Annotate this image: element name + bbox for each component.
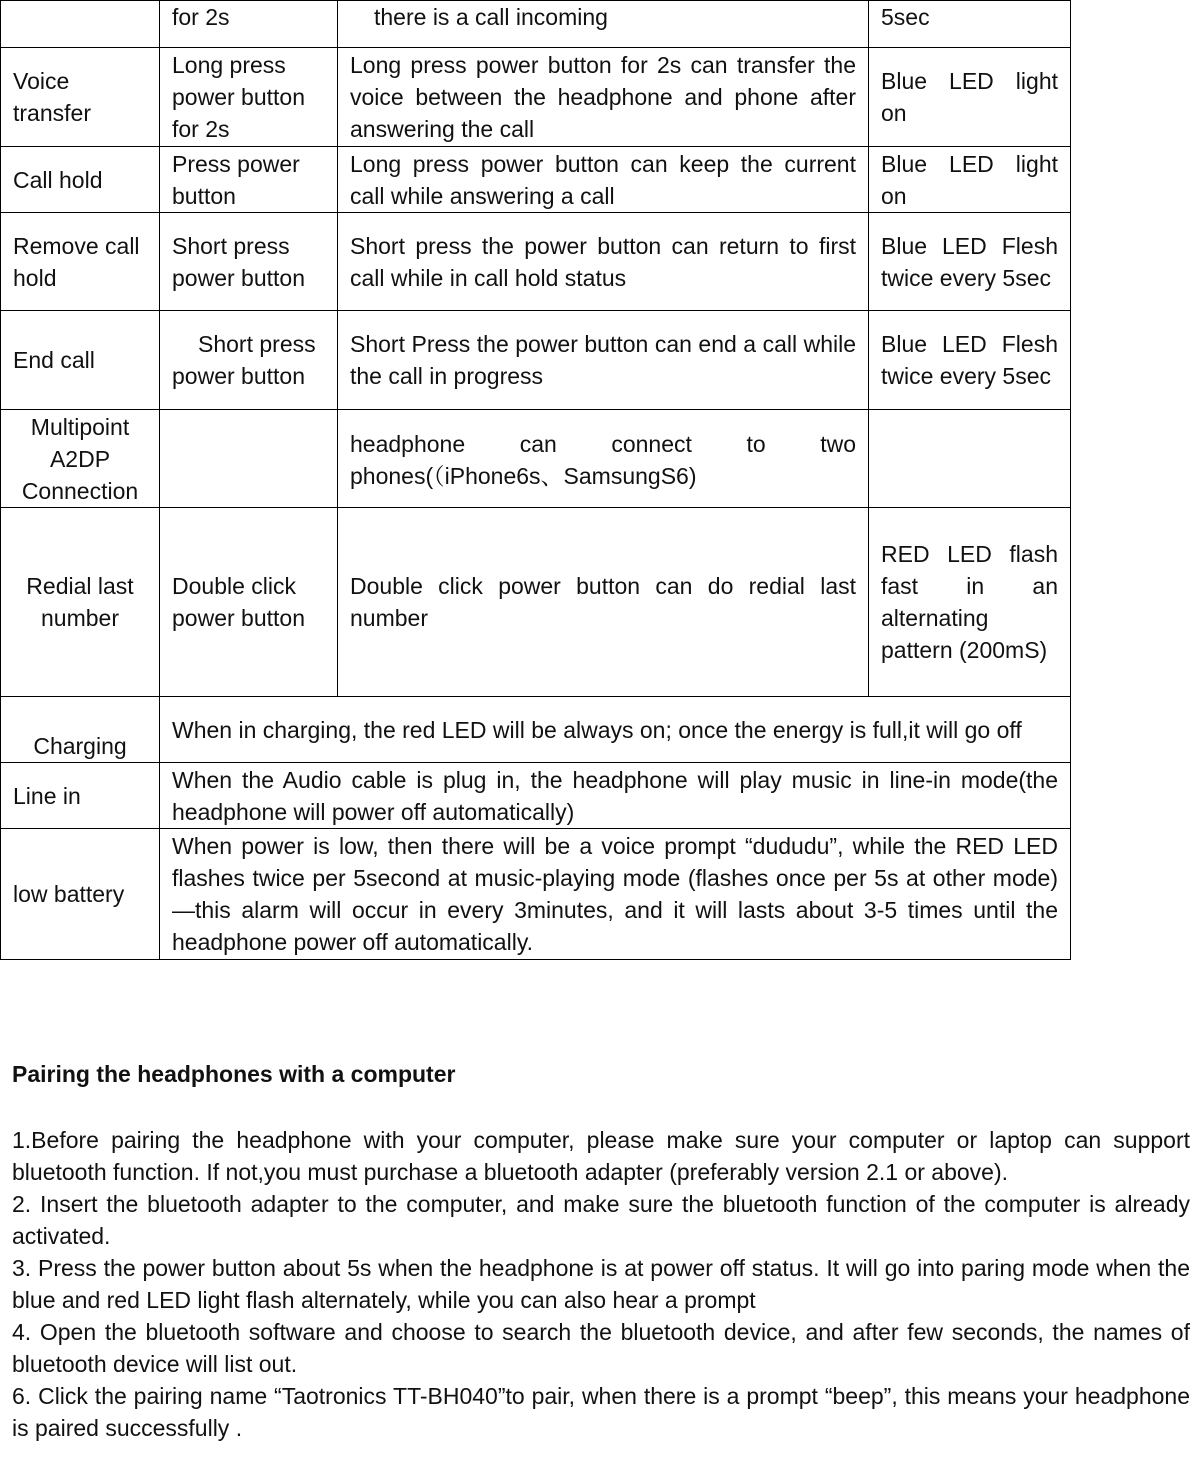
function-cell: Multipoint A2DP Connection [1, 410, 160, 508]
table-row [1, 213, 1071, 311]
operation-cell: Short press power button [160, 213, 338, 311]
function-cell: Line in [1, 763, 160, 829]
description-cell: When power is low, then there will be a voice prompt “dududu”, while the RED LED flashes twice per 5second at music-playing mode (flashes once per 5s at other mode)—this alarm will occur in every 3minutes, and it will lasts about 3-5 times until the headphone power off automatically. [160, 829, 1071, 960]
function-cell: Remove call hold [1, 213, 160, 311]
step-paragraph: 2. Insert the bluetooth adapter to the computer, and make sure the bluetooth function of the computer is already activated. [12, 1191, 1190, 1249]
operation-cell: Press power button [160, 147, 338, 213]
table-row [1, 311, 1071, 410]
step-paragraph: 1.Before pairing the headphone with your computer, please make sure your computer or laptop can support bluetooth function. If not,you must purchase a bluetooth adapter (preferably version 2.1 or above). [12, 1127, 1190, 1185]
function-cell: Redial last number [1, 508, 160, 697]
table-row [1, 48, 1071, 147]
description-cell: Double click power button can do redial last number [338, 508, 869, 697]
table-row [1, 147, 1071, 213]
indicator-cell: 5sec [869, 1, 1071, 48]
operation-cell: Double click power button [160, 508, 338, 697]
operation-cell: for 2s [160, 1, 338, 48]
step-paragraph: 4. Open the bluetooth software and choose to search the bluetooth device, and after few seconds, the names of bluetooth device will list out. [12, 1319, 1190, 1377]
step-paragraph: 3. Press the power button about 5s when the headphone is at power off status. It will go into paring mode when the blue and red LED light flash alternately, while you can also hear a prompt [12, 1255, 1190, 1313]
table-row [1, 508, 1071, 697]
step-paragraph: 6. Click the pairing name “Taotronics TT-BH040”to pair, when there is a prompt “beep”, this means your headphone is paired successfully . [12, 1383, 1190, 1441]
function-cell: End call [1, 311, 160, 410]
indicator-cell: Blue LED Flesh twice every 5sec [869, 213, 1071, 311]
description-cell: When the Audio cable is plug in, the headphone will play music in line-in mode(the headphone will power off automatically) [160, 763, 1071, 829]
description-cell: Long press power button for 2s can transfer the voice between the headphone and phone after answering the call [338, 48, 869, 147]
description-cell: headphone can connect to two phones(（iPhone6s、SamsungS6) [338, 410, 869, 508]
function-cell [1, 1, 160, 48]
function-cell: Voice transfer [1, 48, 160, 147]
description-cell: When in charging, the red LED will be always on; once the energy is full,it will go off [160, 697, 1071, 763]
pairing-steps [12, 1124, 1190, 1444]
table-row [1, 1, 1071, 48]
indicator-cell: Blue LED light on [869, 48, 1071, 147]
table-row [1, 829, 1071, 960]
indicator-cell: Blue LED light on [869, 147, 1071, 213]
description-cell: Long press power button can keep the current call while answering a call [338, 147, 869, 213]
description-cell: Short Press the power button can end a call while the call in progress [338, 311, 869, 410]
table-row [1, 763, 1071, 829]
operation-cell [160, 410, 338, 508]
indicator-cell: Blue LED Flesh twice every 5sec [869, 311, 1071, 410]
operation-cell: Long press power button for 2s [160, 48, 338, 147]
function-cell: Call hold [1, 147, 160, 213]
table-row [1, 697, 1071, 763]
function-cell: low battery [1, 829, 160, 960]
description-cell: there is a call incoming [338, 1, 869, 48]
function-cell: Charging [1, 697, 160, 763]
table-row [1, 410, 1071, 508]
indicator-cell [869, 410, 1071, 508]
operation-cell: Short press power button [160, 311, 338, 410]
description-cell: Short press the power button can return to first call while in call hold status [338, 213, 869, 311]
section-heading: Pairing the headphones with a computer [12, 1061, 456, 1087]
indicator-cell: RED LED flash fast in an alternating pattern (200mS) [869, 508, 1071, 697]
